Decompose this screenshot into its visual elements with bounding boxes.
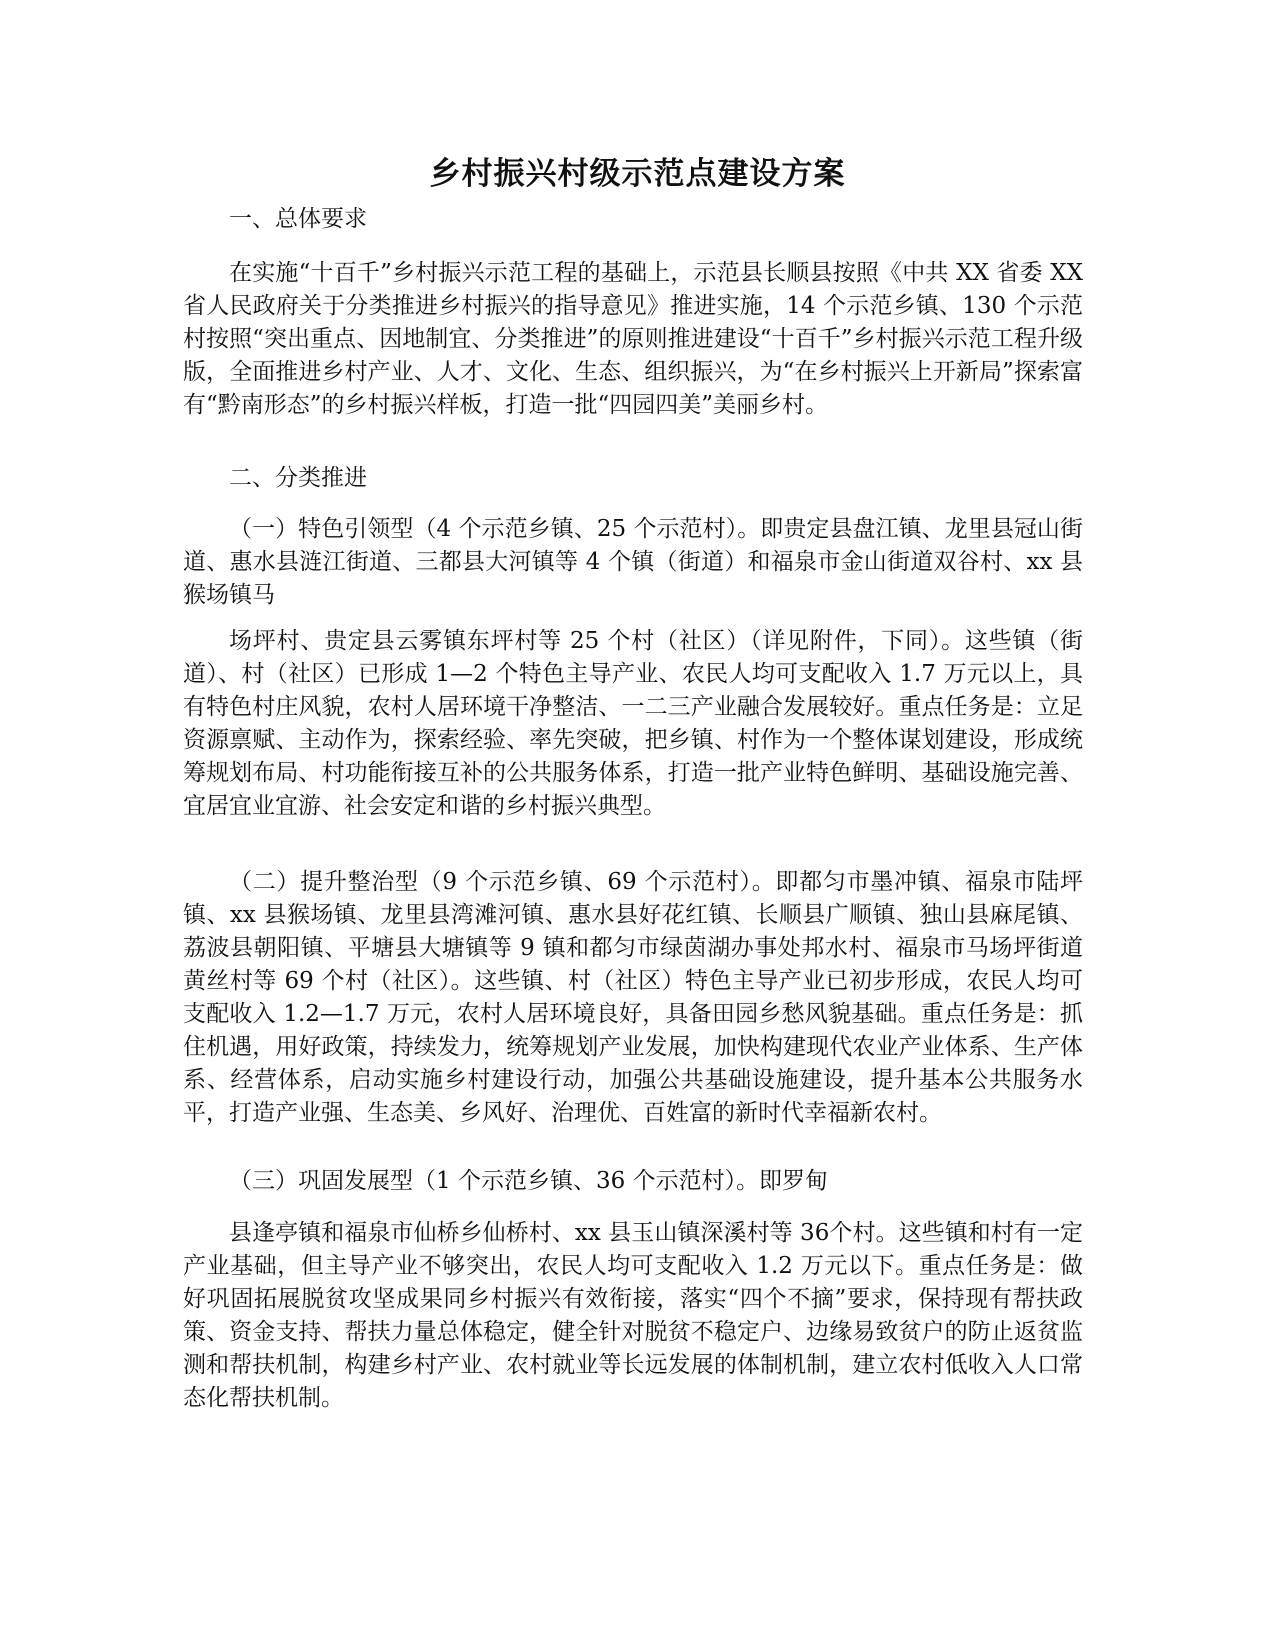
paragraph-overall-requirements: 在实施“十百千”乡村振兴示范工程的基础上，示范县长顺县按照《中共 XX 省委 XX 省人民政府关于分类推进乡村振兴的指导意见》推进实施，14 个示范乡镇、130 个示范村按照“突出重点、因地制宜、分类推进”的原则推进建设“十百千”乡村振兴示范工程升级版，全面推进乡村产业、人才、文化、生态、组织振兴，为“在乡村振兴上开新局”探索富有“黔南形态”的乡村振兴样板，打造一批“四园四美”美丽乡村。 [183, 260, 1083, 418]
paragraph-feature-leading-detail: 场坪村、贵定县云雾镇东坪村等 25 个村（社区）（详见附件，下同）。这些镇（街道）、村（社区）已形成 1—2 个特色主导产业、农民人均可支配收入 1.7 万元以上，具有特色村庄风貌，农村人居环境干净整洁、一二三产业融合发展较好。重点任务是：立足资源禀赋、主动作为，探索经验、率先突破，把乡镇、村作为一个整体谋划建设，形成统筹规划布局、村功能衔接互补的公共服务体系，打造一批产业特色鲜明、基础设施完善、宜居宜业宜游、社会安定和谐的乡村振兴典型。 [183, 628, 1083, 819]
paragraph-consolidate-develop-intro: （三）巩固发展型（1 个示范乡镇、36 个示范村）。即罗甸 [229, 1168, 829, 1194]
section-heading-classified-promotion: 二、分类推进 [229, 465, 367, 491]
paragraph-feature-leading-intro: （一）特色引领型（4 个示范乡镇、25 个示范村）。即贵定县盘江镇、龙里县冠山街道、惠水县涟江街道、三都县大河镇等 4 个镇（街道）和福泉市金山街道双谷村、xx 县猴场镇马 [183, 516, 1083, 608]
paragraph-upgrade-rectify: （二）提升整治型（9 个示范乡镇、69 个示范村）。即都匀市墨冲镇、福泉市陆坪镇、xx 县猴场镇、龙里县湾滩河镇、惠水县好花红镇、长顺县广顺镇、独山县麻尾镇、荔波县朝阳镇、平塘县大塘镇等 9 镇和都匀市绿茵湖办事处邦水村、福泉市马场坪街道黄丝村等 69 个村（社区）。这些镇、村（社区）特色主导产业已初步形成，农民人均可支配收入 1.2—1.7 万元，农村人居环境良好，具备田园乡愁风貌基础。重点任务是：抓住机遇，用好政策，持续发力，统筹规划产业发展，加快构建现代农业产业体系、生产体系、经营体系，启动实施乡村建设行动，加强公共基础设施建设，提升基本公共服务水平，打造产业强、生态美、乡风好、治理优、百姓富的新时代幸福新农村。 [183, 869, 1083, 1126]
section-heading-overall-requirements: 一、总体要求 [229, 206, 367, 232]
paragraph-consolidate-develop-detail: 县逢亭镇和福泉市仙桥乡仙桥村、xx 县玉山镇深溪村等 36个村。这些镇和村有一定产业基础，但主导产业不够突出，农民人均可支配收入 1.2 万元以下。重点任务是：做好巩固拓展脱贫攻坚成果同乡村振兴有效衔接，落实“四个不摘”要求，保持现有帮扶政策、资金支持、帮扶力量总体稳定，健全针对脱贫不稳定户、边缘易致贫户的防止返贫监测和帮扶机制，构建乡村产业、农村就业等长远发展的体制机制，建立农村低收入人口常态化帮扶机制。 [183, 1220, 1083, 1411]
document-title: 乡村振兴村级示范点建设方案 [429, 156, 846, 192]
